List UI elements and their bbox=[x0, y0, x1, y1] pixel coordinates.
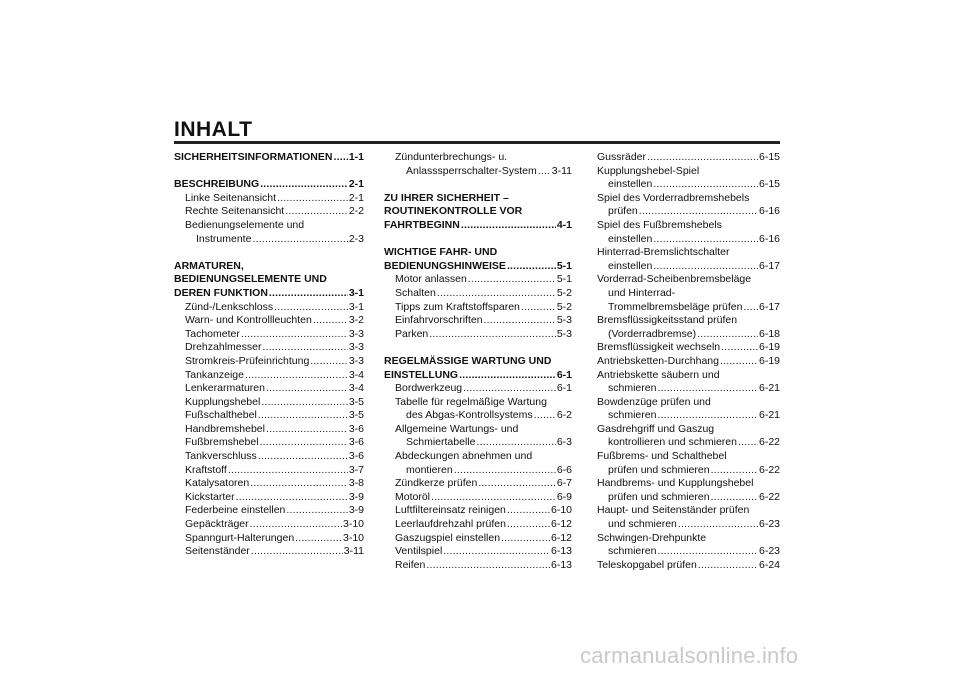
dot-leader bbox=[653, 260, 758, 274]
dot-leader bbox=[333, 151, 347, 165]
toc-page-number: 5-1 bbox=[556, 273, 572, 286]
toc-entry-label: einstellen bbox=[608, 259, 653, 272]
toc-entry bbox=[384, 328, 572, 342]
toc-page-number: 5-3 bbox=[556, 314, 572, 327]
toc-page-number: 6-13 bbox=[550, 545, 572, 558]
dot-leader bbox=[463, 382, 556, 396]
toc-entry-label: Gepäckträger bbox=[185, 518, 249, 531]
toc-page-number: 3-11 bbox=[343, 545, 364, 558]
toc-entry-line: Handbrems- und Kupplungshebel bbox=[597, 477, 754, 490]
toc-page-number: 6-15 bbox=[758, 178, 780, 191]
toc-section-heading-line: REGELMÄSSIGE WARTUNG UND bbox=[384, 354, 552, 367]
toc-section-heading-line: ARMATUREN, bbox=[174, 259, 244, 272]
toc-section-entry bbox=[174, 287, 364, 301]
toc-entry-label: Teleskopgabel prüfen bbox=[597, 558, 697, 571]
toc-entry-label: Fußschalthebel bbox=[185, 409, 257, 422]
toc-entry bbox=[384, 477, 572, 491]
toc-section-heading-line: BEDIENUNGSELEMENTE UND bbox=[174, 273, 327, 286]
dot-leader bbox=[261, 396, 347, 410]
toc-entry-line: und Hinterrad- bbox=[608, 286, 676, 299]
toc-page-number: 3-3 bbox=[348, 341, 364, 354]
toc-page-number: 5-2 bbox=[556, 286, 572, 299]
dot-leader bbox=[274, 301, 348, 315]
toc-section-entry bbox=[384, 219, 572, 233]
toc-entry bbox=[384, 165, 572, 179]
toc-entry-label: Kickstarter bbox=[185, 490, 235, 503]
toc-entry bbox=[597, 545, 780, 559]
toc-entry bbox=[384, 301, 572, 315]
toc-page-number: 6-19 bbox=[758, 354, 780, 367]
toc-entry-label: Parken bbox=[395, 327, 429, 340]
toc-page-number: 6-1 bbox=[556, 382, 572, 395]
toc-page-number: 3-11 bbox=[551, 164, 572, 177]
toc-page-number: 3-4 bbox=[348, 382, 364, 395]
toc-page-number: 6-12 bbox=[550, 531, 572, 544]
toc-page-number: 6-17 bbox=[758, 300, 780, 313]
toc-page-number: 6-23 bbox=[758, 518, 780, 531]
toc-entry-label: schmieren bbox=[608, 545, 657, 558]
toc-page-number: 6-13 bbox=[550, 558, 572, 571]
toc-entry-line: Haupt- und Seitenständer prüfen bbox=[597, 504, 750, 517]
toc-page-number: 3-6 bbox=[348, 436, 364, 449]
toc-entry-label: EINSTELLUNG bbox=[384, 368, 459, 381]
toc-entry-label: Gaszugspiel einstellen bbox=[395, 531, 501, 544]
dot-leader bbox=[431, 491, 556, 505]
dot-leader bbox=[251, 545, 343, 559]
toc-entry-label: Antriebsketten-Durchhang bbox=[597, 354, 719, 367]
toc-entry-label: des Abgas-Kontrollsystems bbox=[406, 409, 533, 422]
toc-page-number: 6-2 bbox=[556, 409, 572, 422]
page-title: INHALT bbox=[174, 118, 253, 141]
toc-entry-label: Tachometer bbox=[185, 327, 240, 340]
toc-page-number: 1-1 bbox=[348, 151, 364, 163]
toc-entry bbox=[384, 559, 572, 573]
toc-entry-label: Motoröl bbox=[395, 490, 431, 503]
toc-entry bbox=[384, 382, 572, 396]
dot-leader bbox=[738, 436, 758, 450]
toc-entry-label: Anlasssperrschalter-System bbox=[406, 164, 537, 177]
toc-entry-label: Zündkerze prüfen bbox=[395, 477, 478, 490]
toc-section-entry bbox=[174, 178, 364, 192]
toc-entry-label: Ventilspiel bbox=[395, 545, 443, 558]
toc-entry bbox=[174, 369, 364, 383]
toc-page-number: 6-23 bbox=[758, 545, 780, 558]
toc-entry bbox=[174, 301, 364, 315]
toc-entry-line: Vorderrad-Scheibenbremsbeläge bbox=[597, 273, 752, 286]
toc-page-number: 3-5 bbox=[348, 409, 364, 422]
dot-leader bbox=[657, 545, 758, 559]
toc-entry-label: Spanngurt-Halterungen bbox=[185, 531, 295, 544]
toc-entry bbox=[174, 504, 364, 518]
toc-entry bbox=[597, 328, 780, 342]
toc-page-number: 6-9 bbox=[556, 490, 572, 503]
toc-entry-label: Trommelbremsbeläge prüfen bbox=[608, 300, 743, 313]
toc-page-number: 6-19 bbox=[758, 341, 780, 354]
toc-entry-label: Stromkreis-Prüfeinrichtung bbox=[185, 354, 310, 367]
toc-entry-line: Gasdrehgriff und Gaszug bbox=[597, 422, 715, 435]
toc-section-heading-line: ROUTINEKONTROLLE VOR bbox=[384, 205, 523, 218]
dot-leader bbox=[697, 328, 758, 342]
toc-entry-label: Katalysatoren bbox=[185, 477, 250, 490]
toc-entry bbox=[174, 532, 364, 546]
toc-entry bbox=[384, 532, 572, 546]
toc-entry-label: Tankanzeige bbox=[185, 368, 244, 381]
toc-page-number: 3-10 bbox=[342, 531, 364, 544]
toc-section-entry bbox=[174, 151, 364, 165]
toc-entry-label: BEDIENUNGSHINWEISE bbox=[384, 259, 506, 272]
toc-entry-label: Zünd-/Lenkschloss bbox=[185, 300, 274, 313]
toc-page-number: 6-18 bbox=[758, 327, 780, 340]
dot-leader bbox=[720, 355, 758, 369]
toc-entry-line: Bedienungselemente und bbox=[185, 218, 305, 231]
dot-leader bbox=[262, 341, 347, 355]
dot-leader bbox=[476, 436, 555, 450]
toc-entry bbox=[174, 328, 364, 342]
toc-spacer bbox=[174, 165, 364, 179]
toc-entry bbox=[174, 423, 364, 437]
toc-entry-label: Bordwerkzeug bbox=[395, 382, 463, 395]
toc-entry bbox=[174, 491, 364, 505]
dot-leader bbox=[507, 260, 556, 274]
dot-leader bbox=[698, 559, 758, 573]
toc-entry-label: schmieren bbox=[608, 409, 657, 422]
dot-leader bbox=[258, 409, 348, 423]
toc-entry-label: Einfahrvorschriften bbox=[395, 314, 483, 327]
title-rule bbox=[174, 141, 780, 144]
toc-entry-line: Schwingen-Drehpunkte bbox=[597, 531, 707, 544]
dot-leader bbox=[260, 178, 348, 192]
toc-entry bbox=[174, 396, 364, 410]
dot-leader bbox=[454, 464, 556, 478]
toc-page-number: 3-2 bbox=[348, 314, 364, 327]
toc-entry-label: Tipps zum Kraftstoffsparen bbox=[395, 300, 520, 313]
toc-entry bbox=[174, 192, 364, 206]
watermark: carmanualsonline.info bbox=[580, 643, 799, 668]
toc-entry-label: Lenkerarmaturen bbox=[185, 382, 265, 395]
toc-page-number: 6-16 bbox=[758, 232, 780, 245]
toc-entry-label: FAHRTBEGINN bbox=[384, 218, 460, 231]
toc-page-number: 6-22 bbox=[758, 490, 780, 503]
dot-leader bbox=[250, 477, 348, 491]
toc-entry bbox=[384, 464, 572, 478]
dot-leader bbox=[429, 328, 556, 342]
toc-entry bbox=[597, 301, 780, 315]
toc-page-number: 6-22 bbox=[758, 463, 780, 476]
toc-entry-label: Leerlaufdrehzahl prüfen bbox=[395, 518, 506, 531]
toc-page-number: 5-3 bbox=[556, 327, 572, 340]
toc-page-number: 6-6 bbox=[556, 463, 572, 476]
toc-page-number: 6-3 bbox=[556, 436, 572, 449]
toc-entry-label: kontrollieren und schmieren bbox=[608, 436, 737, 449]
toc-entry bbox=[597, 436, 780, 450]
toc-section-heading-line: ZU IHRER SICHERHEIT – bbox=[384, 191, 509, 204]
dot-leader bbox=[461, 219, 556, 233]
toc-entry-label: Kupplungshebel bbox=[185, 395, 261, 408]
toc-entry bbox=[597, 341, 780, 355]
toc-page-number: 3-3 bbox=[348, 327, 364, 340]
toc-page-number: 6-10 bbox=[550, 504, 572, 517]
dot-leader bbox=[295, 532, 342, 546]
toc-page-number: 5-2 bbox=[556, 300, 572, 313]
toc-entry-line: Hinterrad-Bremslichtschalter bbox=[597, 246, 730, 259]
dot-leader bbox=[260, 436, 348, 450]
toc-entry-label: Bremsflüssigkeit wechseln bbox=[597, 341, 721, 354]
toc-entry-line: Fußbrems- und Schalthebel bbox=[597, 450, 727, 463]
toc-column-2 bbox=[384, 151, 572, 572]
toc-entry bbox=[384, 545, 572, 559]
toc-entry-label: Instrumente bbox=[196, 232, 252, 245]
toc-entry-line: Bowdenzüge prüfen und bbox=[597, 395, 711, 408]
dot-leader bbox=[657, 382, 758, 396]
toc-entry-label: Luftfiltereinsatz reinigen bbox=[395, 504, 506, 517]
dot-leader bbox=[647, 151, 758, 165]
toc-entry-line: Spiel des Vorderradbremshebels bbox=[597, 191, 750, 204]
dot-leader bbox=[426, 559, 550, 573]
dot-leader bbox=[313, 314, 348, 328]
dot-leader bbox=[228, 464, 348, 478]
dot-leader bbox=[266, 423, 348, 437]
toc-page-number: 6-21 bbox=[758, 409, 780, 422]
dot-leader bbox=[711, 491, 758, 505]
toc-entry-label: prüfen und schmieren bbox=[608, 463, 710, 476]
toc-entry-label: (Vorderradbremse) bbox=[608, 327, 697, 340]
toc-entry bbox=[174, 409, 364, 423]
toc-entry bbox=[597, 382, 780, 396]
toc-entry-line: Zündunterbrechungs- u. bbox=[395, 151, 508, 163]
toc-entry-label: prüfen bbox=[608, 205, 638, 218]
toc-page-number: 6-16 bbox=[758, 205, 780, 218]
dot-leader bbox=[678, 518, 758, 532]
toc-page-number: 2-1 bbox=[348, 178, 364, 191]
toc-entry-label: Warn- und Kontrollleuchten bbox=[185, 314, 312, 327]
toc-page-number: 3-6 bbox=[348, 422, 364, 435]
toc-page-number: 6-21 bbox=[758, 382, 780, 395]
toc-entry-label: einstellen bbox=[608, 232, 653, 245]
toc-entry-label: Reifen bbox=[395, 558, 426, 571]
toc-entry-label: schmieren bbox=[608, 382, 657, 395]
dot-leader bbox=[266, 382, 348, 396]
toc-entry-label: Schmiertabelle bbox=[406, 436, 476, 449]
toc-page-number: 6-22 bbox=[758, 436, 780, 449]
toc-page-number: 4-1 bbox=[556, 218, 572, 231]
dot-leader bbox=[437, 287, 556, 301]
dot-leader bbox=[443, 545, 550, 559]
toc-entry bbox=[174, 518, 364, 532]
toc-entry-line: Allgemeine Wartungs- und bbox=[395, 422, 519, 435]
toc-entry-label: montieren bbox=[406, 463, 453, 476]
toc-page-number: 3-6 bbox=[348, 450, 364, 463]
toc-entry bbox=[597, 178, 780, 192]
toc-entry bbox=[384, 504, 572, 518]
toc-spacer bbox=[384, 233, 572, 247]
toc-entry-label: Fußbremshebel bbox=[185, 436, 259, 449]
toc-entry bbox=[384, 436, 572, 450]
toc-entry bbox=[384, 273, 572, 287]
toc-entry-line: Abdeckungen abnehmen und bbox=[395, 450, 533, 463]
toc-entry-label: und schmieren bbox=[608, 518, 677, 531]
toc-entry bbox=[597, 409, 780, 423]
dot-leader bbox=[538, 165, 551, 179]
toc-page-number: 3-7 bbox=[348, 463, 364, 476]
toc-spacer bbox=[384, 178, 572, 192]
toc-page-number: 3-9 bbox=[348, 504, 364, 517]
toc-entry bbox=[174, 436, 364, 450]
toc-page-number: 2-1 bbox=[348, 191, 364, 204]
dot-leader bbox=[277, 192, 348, 206]
toc-page-number: 3-8 bbox=[348, 477, 364, 490]
toc-entry-label: Seitenständer bbox=[185, 545, 250, 558]
dot-leader bbox=[521, 301, 556, 315]
dot-leader bbox=[721, 341, 758, 355]
toc-entry bbox=[597, 464, 780, 478]
dot-leader bbox=[310, 355, 348, 369]
toc-page-number: 3-4 bbox=[348, 368, 364, 381]
toc-entry bbox=[597, 233, 780, 247]
toc-entry bbox=[597, 151, 780, 165]
toc-entry-label: Drehzahlmesser bbox=[185, 341, 262, 354]
toc-entry-label: Tankverschluss bbox=[185, 450, 257, 463]
toc-entry bbox=[174, 205, 364, 219]
dot-leader bbox=[657, 409, 758, 423]
toc-column-1 bbox=[174, 151, 364, 559]
toc-section-entry bbox=[384, 260, 572, 274]
toc-entry-label: Linke Seitenansicht bbox=[185, 191, 277, 204]
dot-leader bbox=[241, 328, 348, 342]
toc-page-number: 6-12 bbox=[550, 518, 572, 531]
dot-leader bbox=[286, 504, 347, 518]
toc-entry-label: Handbremshebel bbox=[185, 422, 265, 435]
toc-page-number: 3-1 bbox=[348, 286, 364, 299]
toc-page-number: 3-3 bbox=[348, 354, 364, 367]
toc-entry bbox=[174, 477, 364, 491]
dot-leader bbox=[269, 287, 348, 301]
toc-entry bbox=[174, 233, 364, 247]
toc-entry bbox=[597, 518, 780, 532]
toc-entry-line: Kupplungshebel-Spiel bbox=[597, 164, 700, 177]
dot-leader bbox=[653, 178, 758, 192]
toc-entry bbox=[174, 314, 364, 328]
toc-section-entry bbox=[384, 369, 572, 383]
toc-entry-label: Motor anlassen bbox=[395, 273, 467, 286]
dot-leader bbox=[711, 464, 758, 478]
toc-entry-label: einstellen bbox=[608, 178, 653, 191]
dot-leader bbox=[743, 301, 758, 315]
toc-page-number: 5-1 bbox=[556, 259, 572, 272]
dot-leader bbox=[236, 491, 348, 505]
toc-entry bbox=[597, 559, 780, 573]
toc-entry-line: Spiel des Fußbremshebels bbox=[597, 218, 722, 231]
toc-page-number: 3-10 bbox=[342, 518, 364, 531]
toc-page-number: 6-15 bbox=[758, 151, 780, 163]
toc-entry bbox=[384, 314, 572, 328]
toc-entry bbox=[597, 491, 780, 505]
toc-entry bbox=[597, 260, 780, 274]
toc-page-number: 3-1 bbox=[348, 300, 364, 313]
toc-section-heading-line: WICHTIGE FAHR- UND bbox=[384, 246, 498, 259]
toc-entry bbox=[384, 491, 572, 505]
toc-page-number: 3-9 bbox=[348, 490, 364, 503]
toc-entry bbox=[174, 545, 364, 559]
toc-entry-line: Bremsflüssigkeitsstand prüfen bbox=[597, 314, 738, 327]
toc-page-number: 2-3 bbox=[348, 232, 364, 245]
toc-entry-label: Federbeine einstellen bbox=[185, 504, 286, 517]
dot-leader bbox=[252, 233, 347, 247]
dot-leader bbox=[258, 450, 348, 464]
toc-entry-label: BESCHREIBUNG bbox=[174, 178, 260, 191]
dot-leader bbox=[468, 273, 556, 287]
toc-page-number: 6-24 bbox=[758, 558, 780, 571]
dot-leader bbox=[507, 504, 550, 518]
toc-page-number: 6-1 bbox=[556, 368, 572, 381]
toc-entry bbox=[384, 287, 572, 301]
toc-entry bbox=[174, 464, 364, 478]
dot-leader bbox=[285, 205, 348, 219]
toc-page-number: 6-7 bbox=[556, 477, 572, 490]
toc-page-number: 6-17 bbox=[758, 259, 780, 272]
dot-leader bbox=[501, 532, 550, 546]
toc-entry-line: Tabelle für regelmäßige Wartung bbox=[395, 395, 547, 408]
dot-leader bbox=[245, 369, 348, 383]
dot-leader bbox=[478, 477, 556, 491]
toc-entry-line: Antriebskette säubern und bbox=[597, 368, 720, 381]
toc-entry bbox=[174, 355, 364, 369]
toc-entry bbox=[174, 382, 364, 396]
toc-entry-label: Gussräder bbox=[597, 151, 647, 163]
dot-leader bbox=[639, 205, 758, 219]
toc-entry-label: DEREN FUNKTION bbox=[174, 286, 268, 299]
toc-entry-label: Schalten bbox=[395, 286, 436, 299]
toc-entry-label: SICHERHEITSINFORMATIONEN bbox=[174, 151, 333, 163]
dot-leader bbox=[459, 369, 556, 383]
toc-column-3 bbox=[597, 151, 780, 572]
toc-entry bbox=[597, 205, 780, 219]
toc-entry-label: prüfen und schmieren bbox=[608, 490, 710, 503]
toc-entry bbox=[174, 450, 364, 464]
toc-entry bbox=[597, 355, 780, 369]
toc-page-number: 2-2 bbox=[348, 205, 364, 218]
dot-leader bbox=[653, 233, 758, 247]
dot-leader bbox=[250, 518, 342, 532]
toc-page-number: 3-5 bbox=[348, 395, 364, 408]
toc-spacer bbox=[384, 341, 572, 355]
toc-entry-label: Rechte Seitenansicht bbox=[185, 205, 285, 218]
toc-entry bbox=[384, 409, 572, 423]
toc-spacer bbox=[174, 246, 364, 260]
dot-leader bbox=[534, 409, 556, 423]
toc-entry bbox=[174, 341, 364, 355]
toc-entry-label: Kraftstoff bbox=[185, 463, 227, 476]
dot-leader bbox=[484, 314, 556, 328]
dot-leader bbox=[507, 518, 550, 532]
toc-entry bbox=[384, 518, 572, 532]
